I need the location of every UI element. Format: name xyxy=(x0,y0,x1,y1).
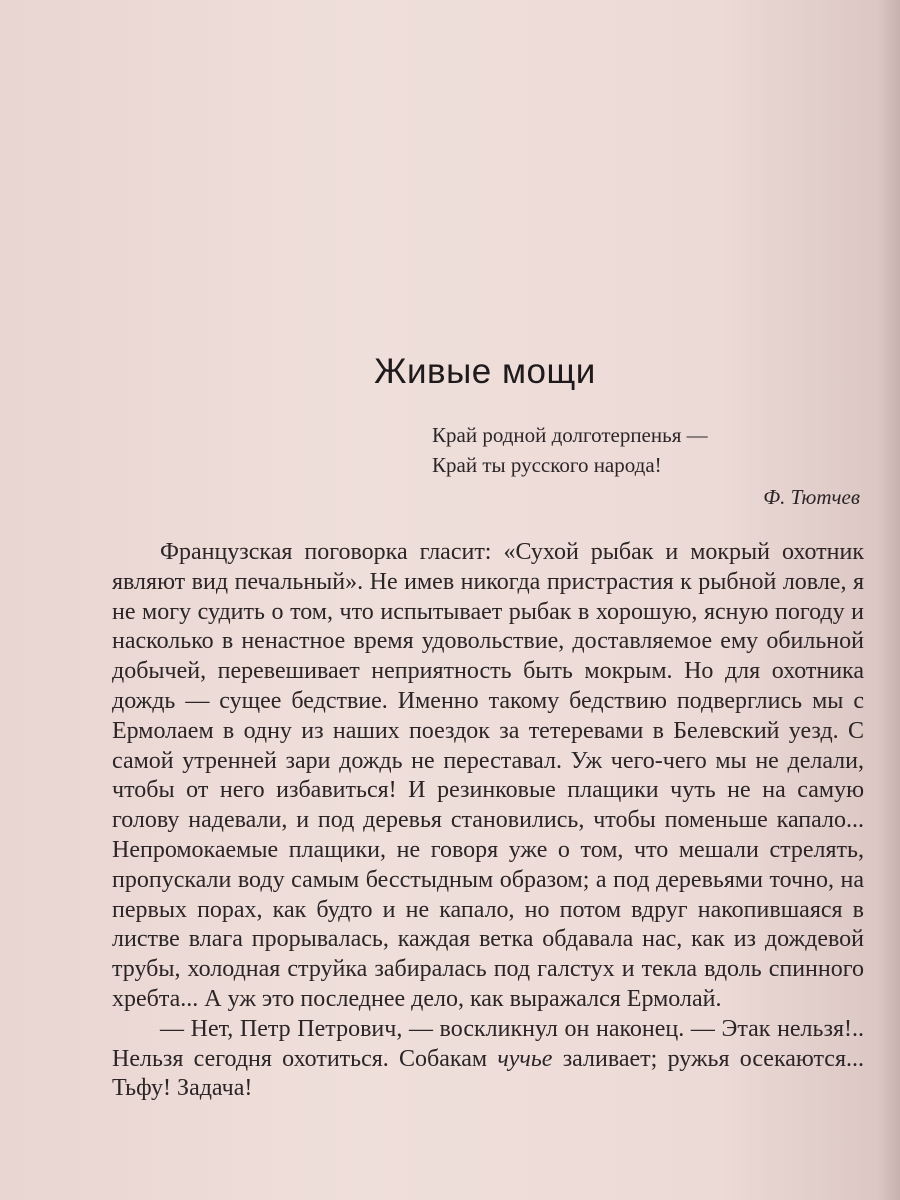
chapter-title: Живые мощи xyxy=(374,352,596,391)
paragraph xyxy=(112,1015,864,1104)
paragraph-text: заливает; ружья осекаются... Тьфу! Задача! xyxy=(112,1045,864,1102)
paragraph: Французская поговорка гласит: «Сухой рыбак и мокрый охотник являют вид печальный». Не имев никогда пристрастия к рыбной ловле, я не могу судить о том, что испытывает рыбак в хорошую, ясную погоду и насколько в ненастное время удовольствие, доставляемое ему обильной добычей, перевешивает неприятность быть мокрым. Но для охотника дождь — сущее бедствие. Именно такому бедствию подверглись мы с Ермолаем в одну из наших поездок за тетеревами в Белевский уезд. С самой утренней зари дождь не переставал. Уж чего-чего мы не делали, чтобы от него избавиться! И резинковые плащики чуть не на самую голову надевали, и под деревья становились, чтобы поменьше капало... Непромокаемые плащики, не говоря уже о том, что мешали стрелять, пропускали воду самым бесстыдным образом; а под деревьями точно, на первых порах, как будто и не капало, но потом вдруг накопившаяся в листве влага прорывалась, каждая ветка обдавала нас, как из дождевой трубы, холодная струйка забиралась под галстух и текла вдоль спинного хребта... А уж это последнее дело, как выражался Ермолай. xyxy=(112,539,864,1012)
epigraph-line: Край родной долготерпенья — xyxy=(432,423,708,447)
chapter-body xyxy=(112,538,864,1104)
epigraph-author: Ф. Тютчев xyxy=(763,485,860,509)
epigraph-line: Край ты русского народа! xyxy=(432,453,662,477)
paragraph-text: — Нет, Петр Петрович, — воскликнул он наконец. — Этак нельзя!.. Нельзя сегодня охотиться. Собакам xyxy=(112,1015,864,1072)
page-edge-shadow xyxy=(878,0,900,1200)
epigraph xyxy=(432,420,852,480)
italic-word: чучье xyxy=(497,1045,553,1072)
